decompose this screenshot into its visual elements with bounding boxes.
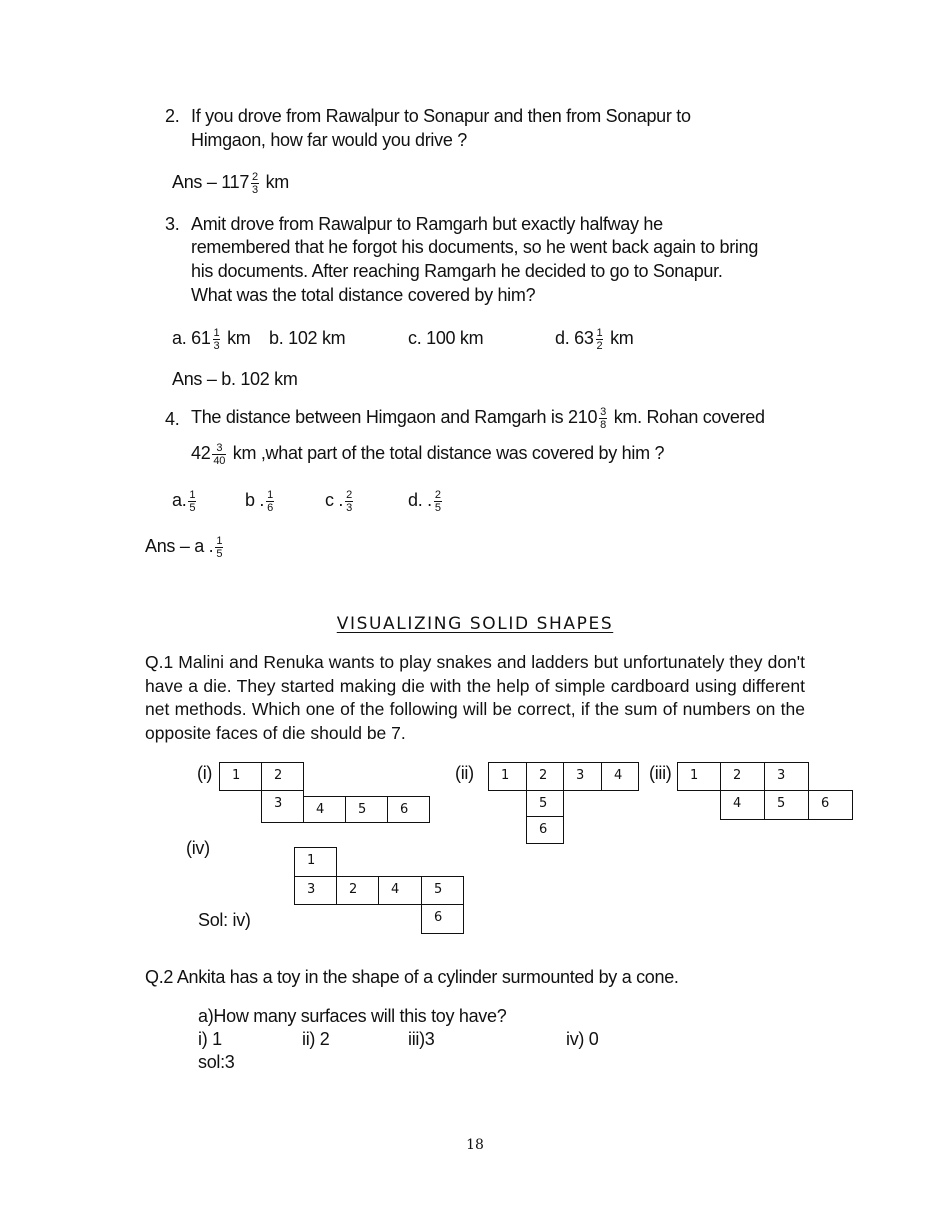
answer-prefix: Ans – a .: [145, 536, 214, 556]
net-cell: 6: [387, 796, 430, 823]
denominator: 5: [434, 501, 441, 514]
section-heading: VISUALIZING SOLID SHAPES: [336, 614, 614, 634]
option-a: [172, 326, 250, 352]
net-label: (i): [197, 763, 213, 783]
option-c: [325, 488, 355, 514]
denominator: 6: [267, 501, 273, 514]
numerator: 1: [596, 326, 603, 339]
sub-question: a)How many surfaces will this toy have?: [198, 1006, 507, 1026]
solution-line: sol:3: [198, 1052, 235, 1072]
net-cell: 5: [764, 790, 809, 820]
option-c: c. 100 km: [408, 328, 484, 348]
option-unit: km: [610, 328, 634, 348]
net-cell: 2: [261, 762, 304, 791]
net-cell: 5: [421, 876, 464, 905]
question-number: 3.: [165, 214, 180, 234]
fraction: [212, 442, 226, 467]
denominator: 8: [600, 418, 606, 431]
numerator: 2: [252, 170, 258, 183]
net-cell: 2: [526, 762, 564, 791]
option-ii: ii) 2: [302, 1029, 330, 1049]
option-text: d. 63: [555, 328, 594, 348]
answer-unit: km: [265, 172, 289, 192]
net-cell: 6: [808, 790, 853, 820]
net-cell: 4: [378, 876, 422, 905]
numerator: 1: [267, 488, 273, 501]
net-cell: 6: [526, 816, 564, 844]
option-iv: iv) 0: [566, 1029, 599, 1049]
numerator: 1: [189, 488, 196, 501]
option-unit: km: [227, 328, 251, 348]
net-cell: 1: [294, 847, 337, 877]
denominator: 3: [346, 501, 352, 514]
question-text-line: remembered that he forgot his documents, so he went back again to bring: [191, 237, 759, 257]
net-cell: 3: [563, 762, 602, 791]
net-cell: 6: [421, 904, 464, 934]
question-text-line: [191, 405, 765, 431]
fraction: [345, 489, 353, 514]
question-text-line: [191, 441, 664, 467]
option-d: [555, 326, 633, 352]
answer-line: [145, 534, 225, 560]
answer-line: Ans – b. 102 km: [172, 369, 298, 389]
fraction: [434, 489, 442, 514]
net-label: (ii): [455, 763, 474, 783]
denominator: 2: [596, 339, 603, 352]
net-cell: 2: [720, 762, 765, 791]
net-cell: 4: [303, 796, 346, 823]
question-text-line: What was the total distance covered by him?: [191, 285, 536, 305]
question-paragraph: Q.1 Malini and Renuka wants to play snakes and ladders but unfortunately they don't have a die. They started making die with the help of simple cardboard using different net methods. Which one of the following will be correct, if the sum of numbers on the opposite faces of die should be 7.: [145, 652, 805, 743]
page-number: 18: [466, 1137, 484, 1153]
option-iii: iii)3: [408, 1029, 435, 1049]
denominator: 3: [252, 183, 258, 196]
option-d: [408, 488, 444, 514]
net-label: (iv): [186, 838, 210, 858]
net-cell: 2: [336, 876, 379, 905]
fraction: [251, 171, 259, 196]
question-number: 2.: [165, 106, 180, 126]
question-text-line: Amit drove from Rawalpur to Ramgarh but exactly halfway he: [191, 214, 663, 234]
fraction: [599, 406, 607, 431]
denominator: 40: [213, 454, 226, 467]
option-i: i) 1: [198, 1029, 222, 1049]
net-label: (iii): [649, 763, 672, 783]
net-cell: 3: [294, 876, 337, 905]
net-cell: 1: [219, 762, 262, 791]
net-cell: 1: [488, 762, 527, 791]
question-number: 4.: [165, 409, 180, 429]
answer-line: [172, 170, 289, 196]
text: km ,what part of the total distance was covered by him ?: [232, 443, 665, 463]
denominator: 5: [216, 547, 223, 560]
numerator: 2: [346, 488, 352, 501]
fraction: [266, 489, 274, 514]
numerator: 2: [434, 488, 441, 501]
option-b: [245, 488, 276, 514]
question-text-line: If you drove from Rawalpur to Sonapur and then from Sonapur to: [191, 106, 691, 126]
question-text-line: his documents. After reaching Ramgarh he decided to go to Sonapur.: [191, 261, 723, 281]
net-cell: 3: [261, 790, 304, 823]
net-cell: 5: [345, 796, 388, 823]
fraction: [596, 327, 604, 352]
option-label: c .: [325, 490, 344, 510]
text: km. Rohan covered: [613, 407, 765, 427]
net-cell: 5: [526, 790, 564, 817]
answer-prefix: Ans – 117: [172, 172, 250, 192]
option-label: d. .: [408, 490, 432, 510]
fraction: [213, 327, 221, 352]
numerator: 3: [216, 441, 223, 454]
option-label: a.: [172, 490, 187, 510]
option-b: b. 102 km: [269, 328, 346, 348]
fraction: [188, 489, 196, 514]
net-cell: 3: [764, 762, 809, 791]
option-text: a. 61: [172, 328, 211, 348]
net-cell: 4: [720, 790, 765, 820]
fraction: [215, 535, 223, 560]
denominator: 5: [189, 501, 196, 514]
option-a: [172, 488, 198, 514]
net-cell: 4: [601, 762, 639, 791]
option-label: b .: [245, 490, 265, 510]
numerator: 1: [216, 534, 223, 547]
net-cell: 1: [677, 762, 721, 791]
question-text-line: Himgaon, how far would you drive ?: [191, 130, 467, 150]
question-text-line: Q.2 Ankita has a toy in the shape of a cylinder surmounted by a cone.: [145, 967, 679, 987]
solution-line: Sol: iv): [198, 910, 251, 930]
numerator: 1: [213, 326, 220, 339]
denominator: 3: [213, 339, 220, 352]
text: 42: [191, 443, 211, 463]
numerator: 3: [600, 405, 606, 418]
text: The distance between Himgaon and Ramgarh is 210: [191, 407, 598, 427]
